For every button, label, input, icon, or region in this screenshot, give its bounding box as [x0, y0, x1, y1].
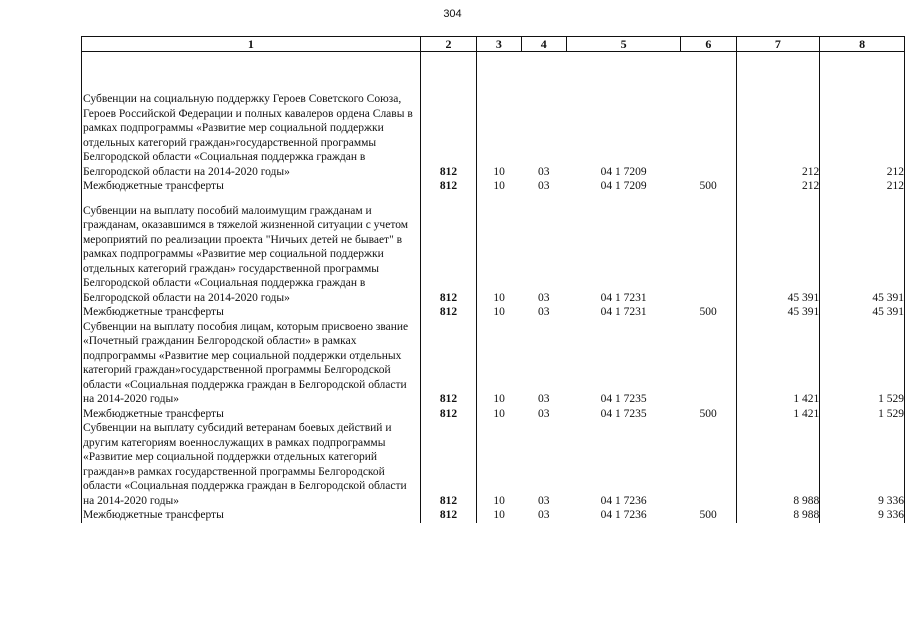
row-subsection: 03 — [538, 407, 550, 420]
row-subsection: 03 — [538, 509, 550, 521]
row-description: Межбюджетные трансферты — [82, 407, 421, 422]
row-description: Субвенции на выплату пособий малоимущим гражданам и гражданам, оказавшимся в тяжелой жизненной ситуации с учетом мероприятий по реализации проекта "Ничьих детей не бывает" в рамках подпрограммы «Развитие мер социальной поддержки отдельных категорий граждан» государственной программы Белгородской области «Социальная поддержка граждан в Белгородской области на 2014-2020 годы» — [82, 204, 421, 306]
row-expense-type — [681, 421, 736, 508]
row-amount-7: 8 988 — [736, 508, 820, 523]
row-target: 04 1 7235 — [600, 407, 647, 420]
row-target: 04 1 7231 — [600, 306, 647, 318]
row-subsection: 03 — [538, 165, 550, 178]
row-subsection: 03 — [538, 393, 550, 405]
row-target: 04 1 7231 — [600, 291, 647, 304]
column-header: 2 — [420, 37, 476, 52]
row-section: 10 — [493, 494, 505, 507]
column-header: 5 — [566, 37, 680, 52]
row-amount-7: 45 391 — [736, 204, 820, 306]
table-header-row — [82, 37, 905, 52]
row-section: 10 — [493, 291, 505, 304]
table-row — [82, 508, 905, 523]
row-section: 10 — [493, 509, 505, 521]
row-code: 812 — [420, 320, 476, 407]
row-amount-8: 9 336 — [820, 421, 905, 508]
row-code: 812 — [420, 92, 476, 179]
row-amount-8: 9 336 — [820, 508, 905, 523]
row-amount-7: 212 — [736, 179, 820, 194]
column-header: 1 — [82, 37, 421, 52]
row-description: Субвенции на социальную поддержку Героев Советского Союза, Героев Российской Федерации и полных кавалеров ордена Славы в рамках подпрограммы «Развитие мер социальной поддержки отдельных категорий граждан»государственной программы Белгородской области «Социальная поддержка граждан в Белгородской области на 2014-2020 годы» — [82, 92, 421, 179]
row-expense-type: 500 — [699, 509, 717, 521]
row-expense-type: 500 — [699, 180, 717, 192]
column-header: 4 — [521, 37, 566, 52]
row-subsection: 03 — [538, 291, 550, 304]
row-subsection: 03 — [538, 180, 550, 192]
row-expense-type — [681, 204, 736, 306]
row-amount-8: 1 529 — [820, 320, 905, 407]
table-row — [82, 92, 905, 179]
column-header: 6 — [681, 37, 736, 52]
row-expense-type: 500 — [699, 407, 717, 420]
budget-table — [81, 36, 905, 523]
row-amount-7: 45 391 — [736, 305, 820, 320]
table-row — [82, 421, 905, 508]
table-row — [82, 407, 905, 422]
column-header: 3 — [477, 37, 521, 52]
page-number: 304 — [443, 8, 462, 20]
row-target: 04 1 7236 — [600, 494, 647, 507]
table-row — [82, 305, 905, 320]
row-amount-8: 212 — [820, 92, 905, 179]
row-target: 04 1 7209 — [600, 165, 647, 178]
row-section: 10 — [493, 180, 505, 192]
row-expense-type — [681, 92, 736, 179]
row-description: Межбюджетные трансферты — [82, 508, 421, 523]
row-code: 812 — [420, 407, 476, 422]
row-amount-7: 1 421 — [736, 320, 820, 407]
row-code: 812 — [420, 179, 476, 194]
row-section: 10 — [493, 407, 505, 420]
column-header: 8 — [820, 37, 905, 52]
row-code: 812 — [420, 421, 476, 508]
row-code: 812 — [420, 508, 476, 523]
table-row — [82, 179, 905, 194]
row-section: 10 — [493, 165, 505, 178]
row-code: 812 — [420, 204, 476, 306]
row-amount-8: 45 391 — [820, 305, 905, 320]
row-description: Межбюджетные трансферты — [82, 179, 421, 194]
row-amount-7: 212 — [736, 92, 820, 179]
row-section: 10 — [493, 393, 505, 405]
row-description: Субвенции на выплату пособия лицам, которым присвоено звание «Почетный гражданин Белгородской области» в рамках подпрограммы «Развитие мер социальной поддержки отдельных категорий граждан»государственной программы Белгородской области «Социальная поддержка граждан в Белгородской области на 2014-2020 годы» — [82, 320, 421, 407]
row-section: 10 — [493, 306, 505, 318]
row-amount-8: 212 — [820, 179, 905, 194]
table-row — [82, 204, 905, 306]
row-target: 04 1 7235 — [600, 393, 647, 405]
row-subsection: 03 — [538, 494, 550, 507]
row-amount-8: 45 391 — [820, 204, 905, 306]
row-description: Межбюджетные трансферты — [82, 305, 421, 320]
row-description: Субвенции на выплату субсидий ветеранам боевых действий и другим категориям военнослужащих в рамках подпрограммы «Развитие мер социальной поддержки отдельных категорий граждан»в рамках государственной программы Белгородской области «Социальная поддержка граждан в Белгородской области на 2014-2020 годы» — [82, 421, 421, 508]
column-header: 7 — [736, 37, 820, 52]
row-code: 812 — [420, 305, 476, 320]
row-expense-type — [681, 320, 736, 407]
row-target: 04 1 7209 — [600, 180, 647, 192]
row-subsection: 03 — [538, 306, 550, 318]
row-amount-7: 8 988 — [736, 421, 820, 508]
row-expense-type: 500 — [699, 306, 717, 318]
row-target: 04 1 7236 — [600, 509, 647, 521]
row-amount-7: 1 421 — [736, 407, 820, 422]
row-amount-8: 1 529 — [820, 407, 905, 422]
table-row — [82, 320, 905, 407]
